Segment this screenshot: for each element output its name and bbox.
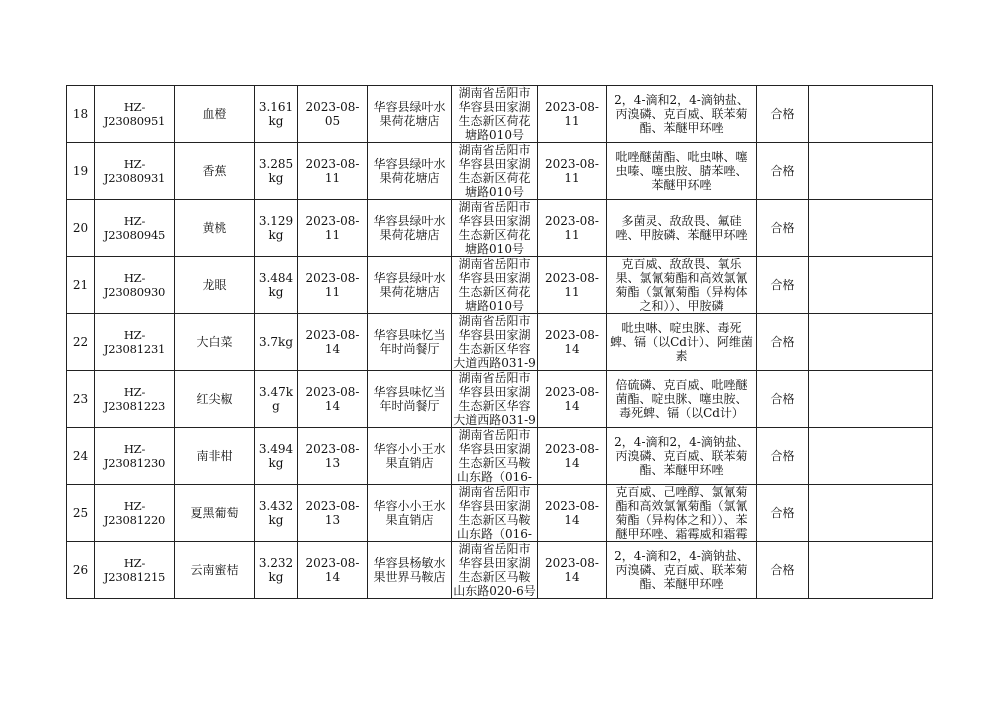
product-name: 黄桃 xyxy=(202,221,227,235)
row-number-cell xyxy=(67,542,95,599)
shop-address: 湖南省岳阳市华容县田家湖生态新区华容大道西路031-9 xyxy=(453,371,536,427)
remark-cell xyxy=(809,143,933,200)
sampling-date: 2023-08-11 xyxy=(545,271,599,299)
production-date: 2023-08-11 xyxy=(305,214,360,242)
shop-address-cell xyxy=(452,143,538,200)
table-body xyxy=(67,86,933,599)
sampled-shop-cell xyxy=(368,314,452,371)
sampled-shop: 华容县杨敏水果世界马鞍店 xyxy=(373,556,446,584)
shop-address: 湖南省岳阳市华容县田家湖生态新区马鞍山东路（016- xyxy=(457,428,532,484)
table-row xyxy=(67,200,933,257)
sample-weight: 3.484kg xyxy=(258,271,294,299)
product-name-cell xyxy=(175,428,255,485)
production-date-cell xyxy=(298,86,368,143)
product-name-cell xyxy=(175,143,255,200)
result: 合格 xyxy=(770,335,795,349)
test-items: 克百威、敌敌畏、氧乐果、氯氰菊酯和高效氯氰菊酯（氯氰菊酯（异构体之和））、甲胺磷 xyxy=(615,257,748,313)
production-date: 2023-08-14 xyxy=(305,556,360,584)
row-number: 23 xyxy=(72,392,89,406)
result-cell xyxy=(757,485,809,542)
sample-weight: 3.129kg xyxy=(258,214,294,242)
production-date-cell xyxy=(298,428,368,485)
product-name: 香蕉 xyxy=(202,164,227,178)
result: 合格 xyxy=(770,221,795,235)
production-date-cell xyxy=(298,257,368,314)
sampling-date: 2023-08-11 xyxy=(545,157,599,185)
product-name-cell xyxy=(175,314,255,371)
row-number-cell xyxy=(67,257,95,314)
sampled-shop: 华容县绿叶水果荷花塘店 xyxy=(373,214,446,242)
sampling-date: 2023-08-11 xyxy=(545,100,599,128)
sampled-shop-cell xyxy=(368,542,452,599)
result-cell xyxy=(757,86,809,143)
result: 合格 xyxy=(770,506,795,520)
sampled-shop-cell xyxy=(368,200,452,257)
sample-code: HZ-J23081230 xyxy=(103,442,166,470)
production-date: 2023-08-13 xyxy=(305,442,360,470)
sample-code-cell xyxy=(95,143,175,200)
sampled-shop-cell xyxy=(368,257,452,314)
sample-code: HZ-J23081231 xyxy=(103,328,166,356)
sample-code: HZ-J23081223 xyxy=(103,385,166,413)
sample-code-cell xyxy=(95,428,175,485)
row-number-cell xyxy=(67,86,95,143)
test-items-cell xyxy=(607,257,757,314)
sampling-date-cell xyxy=(538,314,607,371)
sample-code-cell xyxy=(95,542,175,599)
table-row xyxy=(67,371,933,428)
production-date: 2023-08-11 xyxy=(305,157,360,185)
row-number: 19 xyxy=(72,164,89,178)
sampled-shop-cell xyxy=(368,86,452,143)
sampling-date: 2023-08-14 xyxy=(545,499,599,527)
production-date: 2023-08-05 xyxy=(305,100,360,128)
result: 合格 xyxy=(770,164,795,178)
shop-address: 湖南省岳阳市华容县田家湖生态新区华容大道西路031-9 xyxy=(453,314,536,370)
product-name: 大白菜 xyxy=(196,335,233,349)
product-name: 龙眼 xyxy=(202,278,227,292)
row-number-cell xyxy=(67,143,95,200)
product-name-cell xyxy=(175,485,255,542)
row-number: 24 xyxy=(72,449,89,463)
remark-cell xyxy=(809,485,933,542)
sampled-shop: 华容县绿叶水果荷花塘店 xyxy=(373,100,446,128)
sample-weight: 3.494kg xyxy=(258,442,294,470)
remark-cell xyxy=(809,314,933,371)
sampling-date-cell xyxy=(538,200,607,257)
sample-weight-cell xyxy=(255,257,298,314)
result: 合格 xyxy=(770,563,795,577)
sample-code-cell xyxy=(95,200,175,257)
result-cell xyxy=(757,143,809,200)
sample-code-cell xyxy=(95,371,175,428)
sample-weight: 3.161kg xyxy=(258,100,294,128)
sampling-date: 2023-08-11 xyxy=(545,214,599,242)
test-items-cell xyxy=(607,314,757,371)
table-row xyxy=(67,314,933,371)
sampled-shop: 华容小小王水果直销店 xyxy=(373,499,446,527)
sampling-date: 2023-08-14 xyxy=(545,442,599,470)
result: 合格 xyxy=(770,107,795,121)
shop-address-cell xyxy=(452,371,538,428)
sample-code: HZ-J23080931 xyxy=(103,157,166,185)
test-items: 2，4-滴和2，4-滴钠盐、丙溴磷、克百威、联苯菊酯、苯醚甲环唑 xyxy=(614,549,749,591)
product-name-cell xyxy=(175,257,255,314)
table-row xyxy=(67,86,933,143)
row-number-cell xyxy=(67,200,95,257)
shop-address-cell xyxy=(452,428,538,485)
product-name: 云南蜜桔 xyxy=(190,563,239,577)
sampling-date-cell xyxy=(538,257,607,314)
sample-code: HZ-J23080930 xyxy=(103,271,166,299)
product-name: 红尖椒 xyxy=(196,392,233,406)
product-name-cell xyxy=(175,542,255,599)
shop-address: 湖南省岳阳市华容县田家湖生态新区马鞍山东路020-6号 xyxy=(453,542,536,598)
product-name: 夏黑葡萄 xyxy=(190,506,239,520)
sampling-date-cell xyxy=(538,371,607,428)
row-number-cell xyxy=(67,314,95,371)
result-cell xyxy=(757,542,809,599)
sample-code: HZ-J23080945 xyxy=(103,214,166,242)
sampled-shop-cell xyxy=(368,428,452,485)
remark-cell xyxy=(809,200,933,257)
test-items-cell xyxy=(607,428,757,485)
production-date-cell xyxy=(298,200,368,257)
production-date-cell xyxy=(298,485,368,542)
row-number: 26 xyxy=(72,563,89,577)
sample-code: HZ-J23081215 xyxy=(103,556,166,584)
shop-address-cell xyxy=(452,200,538,257)
result-cell xyxy=(757,371,809,428)
shop-address-cell xyxy=(452,542,538,599)
sample-weight-cell xyxy=(255,143,298,200)
remark-cell xyxy=(809,542,933,599)
test-items: 多菌灵、敌敌畏、氟硅唑、甲胺磷、苯醚甲环唑 xyxy=(615,214,748,242)
table-row xyxy=(67,485,933,542)
sampling-results-table xyxy=(66,85,933,599)
sampled-shop: 华容县绿叶水果荷花塘店 xyxy=(373,157,446,185)
sample-code-cell xyxy=(95,86,175,143)
product-name-cell xyxy=(175,86,255,143)
sample-weight-cell xyxy=(255,371,298,428)
row-number-cell xyxy=(67,485,95,542)
result-cell xyxy=(757,257,809,314)
sampling-date: 2023-08-14 xyxy=(545,556,599,584)
result: 合格 xyxy=(770,278,795,292)
test-items-cell xyxy=(607,542,757,599)
sampling-date-cell xyxy=(538,485,607,542)
row-number-cell xyxy=(67,428,95,485)
row-number: 18 xyxy=(72,107,89,121)
test-items: 吡虫啉、啶虫脒、毒死蜱、镉（以Cd计）、阿维菌素 xyxy=(610,321,753,363)
sample-weight: 3.7kg xyxy=(258,335,294,349)
test-items-cell xyxy=(607,485,757,542)
production-date: 2023-08-13 xyxy=(305,499,360,527)
sampling-date: 2023-08-14 xyxy=(545,385,599,413)
sample-weight: 3.232kg xyxy=(258,556,294,584)
production-date-cell xyxy=(298,314,368,371)
result: 合格 xyxy=(770,392,795,406)
shop-address-cell xyxy=(452,485,538,542)
product-name: 血橙 xyxy=(202,107,227,121)
table-row xyxy=(67,143,933,200)
production-date: 2023-08-11 xyxy=(305,271,360,299)
sampled-shop-cell xyxy=(368,143,452,200)
production-date: 2023-08-14 xyxy=(305,385,360,413)
sample-weight-cell xyxy=(255,485,298,542)
result: 合格 xyxy=(770,449,795,463)
table-row xyxy=(67,428,933,485)
sampling-date-cell xyxy=(538,542,607,599)
production-date-cell xyxy=(298,143,368,200)
shop-address: 湖南省岳阳市华容县田家湖生态新区荷花塘路010号 xyxy=(458,86,531,142)
row-number-cell xyxy=(67,371,95,428)
result-cell xyxy=(757,314,809,371)
sample-code: HZ-J23080951 xyxy=(103,100,166,128)
sample-weight-cell xyxy=(255,314,298,371)
sampling-date-cell xyxy=(538,428,607,485)
sample-code-cell xyxy=(95,257,175,314)
table-row xyxy=(67,257,933,314)
sampled-shop-cell xyxy=(368,371,452,428)
shop-address-cell xyxy=(452,314,538,371)
sample-weight-cell xyxy=(255,200,298,257)
sample-weight-cell xyxy=(255,86,298,143)
sample-code-cell xyxy=(95,314,175,371)
sampling-date: 2023-08-14 xyxy=(545,328,599,356)
remark-cell xyxy=(809,428,933,485)
test-items: 克百威、己唑醇、氯氰菊酯和高效氯氰菊酯（氯氰菊酯（异构体之和））、苯醚甲环唑、霜霉威和霜霉 xyxy=(615,485,748,541)
test-items-cell xyxy=(607,86,757,143)
shop-address-cell xyxy=(452,257,538,314)
production-date-cell xyxy=(298,371,368,428)
production-date: 2023-08-14 xyxy=(305,328,360,356)
product-name: 南非柑 xyxy=(196,449,233,463)
row-number: 21 xyxy=(72,278,89,292)
sample-weight: 3.47kg xyxy=(259,385,293,413)
sample-weight-cell xyxy=(255,542,298,599)
sampled-shop: 华容小小王水果直销店 xyxy=(373,442,446,470)
result-cell xyxy=(757,200,809,257)
product-name-cell xyxy=(175,200,255,257)
sampling-date-cell xyxy=(538,86,607,143)
production-date-cell xyxy=(298,542,368,599)
shop-address: 湖南省岳阳市华容县田家湖生态新区马鞍山东路（016- xyxy=(457,485,532,541)
remark-cell xyxy=(809,86,933,143)
sample-weight: 3.432kg xyxy=(258,499,294,527)
result-cell xyxy=(757,428,809,485)
test-items: 2，4-滴和2，4-滴钠盐、丙溴磷、克百威、联苯菊酯、苯醚甲环唑 xyxy=(614,435,749,477)
shop-address-cell xyxy=(452,86,538,143)
sample-code: HZ-J23081220 xyxy=(103,499,166,527)
shop-address: 湖南省岳阳市华容县田家湖生态新区荷花塘路010号 xyxy=(458,257,531,313)
test-items: 2，4-滴和2，4-滴钠盐、丙溴磷、克百威、联苯菊酯、苯醚甲环唑 xyxy=(614,93,749,135)
sampled-shop: 华容县味忆当年时尚餐厅 xyxy=(373,328,446,356)
sampling-date-cell xyxy=(538,143,607,200)
shop-address: 湖南省岳阳市华容县田家湖生态新区荷花塘路010号 xyxy=(458,143,531,199)
sampled-shop-cell xyxy=(368,485,452,542)
test-items-cell xyxy=(607,200,757,257)
row-number: 25 xyxy=(72,506,89,520)
shop-address: 湖南省岳阳市华容县田家湖生态新区荷花塘路010号 xyxy=(458,200,531,256)
test-items: 吡唑醚菌酯、吡虫啉、噻虫嗪、噻虫胺、腈苯唑、苯醚甲环唑 xyxy=(615,150,748,192)
sample-weight-cell xyxy=(255,428,298,485)
remark-cell xyxy=(809,257,933,314)
sample-weight: 3.285kg xyxy=(258,157,294,185)
test-items-cell xyxy=(607,371,757,428)
sample-code-cell xyxy=(95,485,175,542)
sampled-shop: 华容县味忆当年时尚餐厅 xyxy=(373,385,446,413)
test-items-cell xyxy=(607,143,757,200)
test-items: 倍硫磷、克百威、吡唑醚菌酯、啶虫脒、噻虫胺、毒死蜱、镉（以Cd计） xyxy=(615,378,748,420)
row-number: 22 xyxy=(72,335,89,349)
row-number: 20 xyxy=(72,221,89,235)
sampled-shop: 华容县绿叶水果荷花塘店 xyxy=(373,271,446,299)
remark-cell xyxy=(809,371,933,428)
product-name-cell xyxy=(175,371,255,428)
table-row xyxy=(67,542,933,599)
